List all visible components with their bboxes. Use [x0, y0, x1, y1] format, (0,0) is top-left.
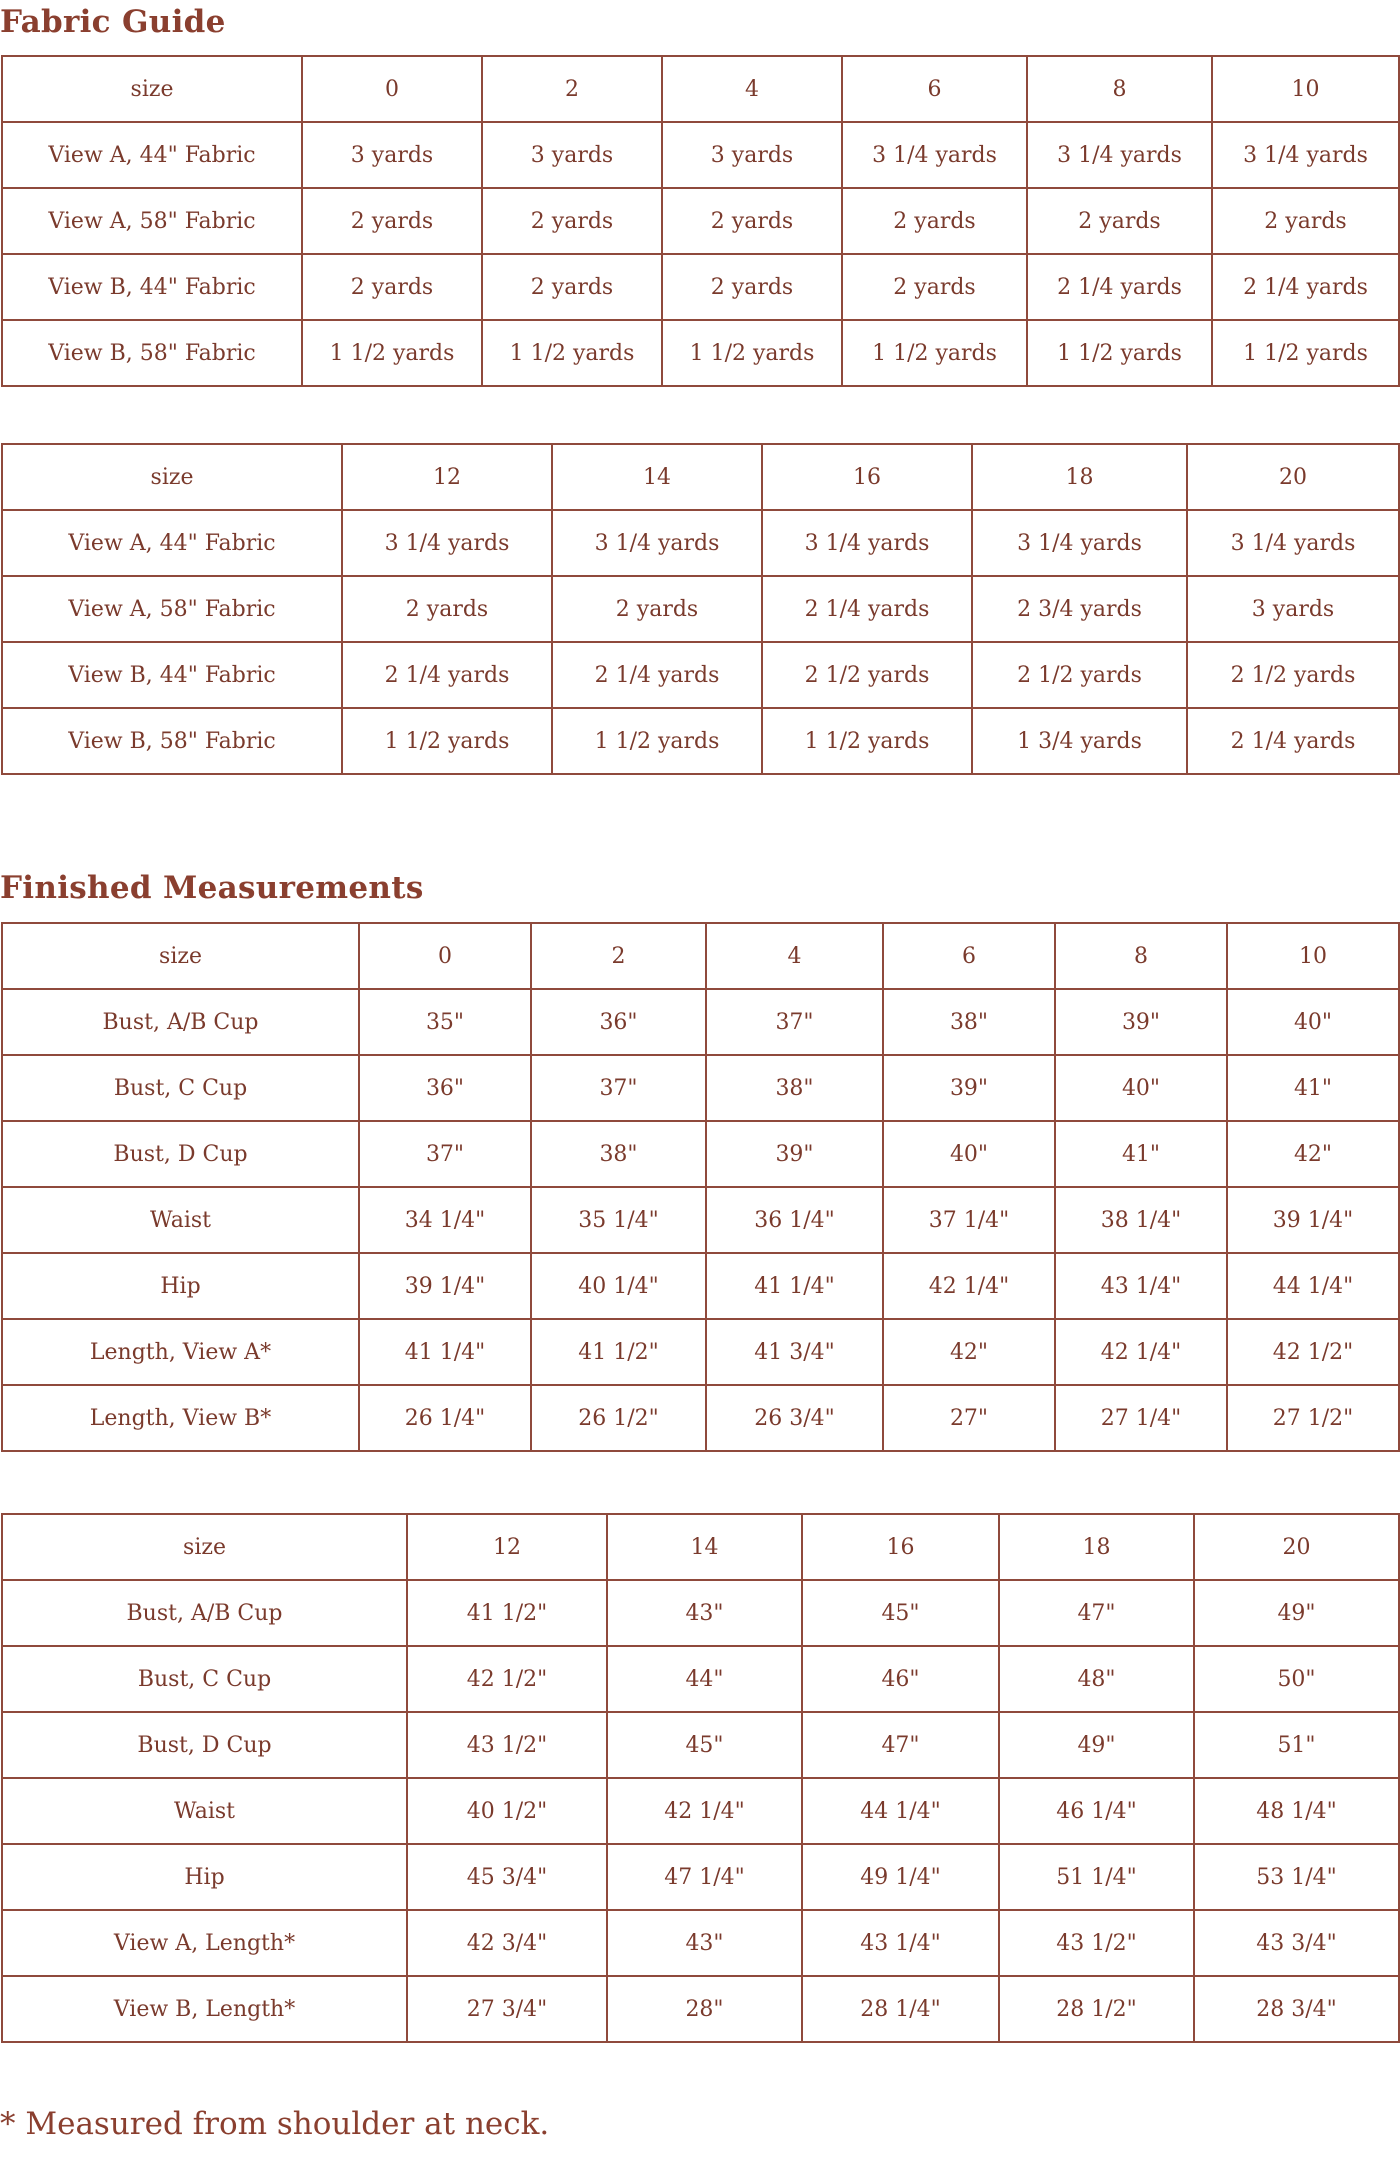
table-row	[2, 1253, 1399, 1319]
value-cell: 42"	[883, 1319, 1055, 1385]
table-row	[2, 708, 1399, 774]
row-label-cell: Waist	[2, 1187, 359, 1253]
size-label-cell: size	[2, 444, 342, 510]
value-cell: 1 1/2 yards	[342, 708, 552, 774]
value-cell: 2 1/4 yards	[762, 576, 972, 642]
table-row	[2, 1910, 1399, 1976]
value-cell: 40 1/2"	[407, 1778, 607, 1844]
value-cell: 39 1/4"	[1227, 1187, 1399, 1253]
value-cell: 3 1/4 yards	[552, 510, 762, 576]
fabric-guide-table-sizes-0-10	[1, 55, 1400, 387]
table-row	[2, 1844, 1399, 1910]
value-cell: 1 1/2 yards	[302, 320, 482, 386]
value-cell: 40"	[883, 1121, 1055, 1187]
finished-measurements-table-sizes-12-20	[1, 1513, 1400, 2043]
size-header-cell: 16	[762, 444, 972, 510]
value-cell: 43"	[607, 1580, 802, 1646]
value-cell: 2 1/4 yards	[1212, 254, 1399, 320]
value-cell: 41"	[1227, 1055, 1399, 1121]
value-cell: 2 yards	[1212, 188, 1399, 254]
size-header-cell: 0	[302, 56, 482, 122]
value-cell: 41 3/4"	[706, 1319, 883, 1385]
value-cell: 2 1/4 yards	[342, 642, 552, 708]
value-cell: 40"	[1227, 989, 1399, 1055]
value-cell: 44 1/4"	[802, 1778, 999, 1844]
row-label-cell: Hip	[2, 1844, 407, 1910]
value-cell: 53 1/4"	[1194, 1844, 1399, 1910]
value-cell: 43 1/2"	[999, 1910, 1194, 1976]
row-label-cell: View B, 58" Fabric	[2, 708, 342, 774]
header-row	[2, 56, 1399, 122]
size-header-cell: 6	[842, 56, 1027, 122]
finished-measurements-title: Finished Measurements	[0, 870, 424, 906]
value-cell: 28 1/2"	[999, 1976, 1194, 2042]
value-cell: 37 1/4"	[883, 1187, 1055, 1253]
value-cell: 2 yards	[552, 576, 762, 642]
value-cell: 2 yards	[342, 576, 552, 642]
value-cell: 41 1/2"	[531, 1319, 706, 1385]
value-cell: 2 yards	[662, 188, 842, 254]
table-row	[2, 989, 1399, 1055]
row-label-cell: View B, 44" Fabric	[2, 642, 342, 708]
value-cell: 43 3/4"	[1194, 1910, 1399, 1976]
row-label-cell: View B, 44" Fabric	[2, 254, 302, 320]
size-header-cell: 18	[999, 1514, 1194, 1580]
value-cell: 45 3/4"	[407, 1844, 607, 1910]
value-cell: 2 yards	[842, 254, 1027, 320]
header-row	[2, 444, 1399, 510]
size-header-cell: 12	[407, 1514, 607, 1580]
value-cell: 2 1/2 yards	[762, 642, 972, 708]
size-header-cell: 18	[972, 444, 1187, 510]
value-cell: 2 1/4 yards	[552, 642, 762, 708]
value-cell: 27 1/2"	[1227, 1385, 1399, 1451]
table-row	[2, 1646, 1399, 1712]
table-row	[2, 642, 1399, 708]
row-label-cell: View A, 44" Fabric	[2, 122, 302, 188]
table-row	[2, 122, 1399, 188]
row-label-cell: View A, 44" Fabric	[2, 510, 342, 576]
value-cell: 1 1/2 yards	[1212, 320, 1399, 386]
value-cell: 2 yards	[842, 188, 1027, 254]
value-cell: 49"	[999, 1712, 1194, 1778]
value-cell: 49"	[1194, 1580, 1399, 1646]
value-cell: 35"	[359, 989, 531, 1055]
value-cell: 3 yards	[662, 122, 842, 188]
size-header-cell: 0	[359, 923, 531, 989]
value-cell: 3 1/4 yards	[1212, 122, 1399, 188]
value-cell: 45"	[802, 1580, 999, 1646]
value-cell: 51 1/4"	[999, 1844, 1194, 1910]
table-row	[2, 576, 1399, 642]
size-header-cell: 8	[1027, 56, 1212, 122]
value-cell: 40 1/4"	[531, 1253, 706, 1319]
value-cell: 1 1/2 yards	[662, 320, 842, 386]
row-label-cell: Bust, C Cup	[2, 1646, 407, 1712]
value-cell: 43 1/4"	[1055, 1253, 1227, 1319]
value-cell: 42 1/4"	[607, 1778, 802, 1844]
row-label-cell: View A, 58" Fabric	[2, 188, 302, 254]
row-label-cell: Bust, C Cup	[2, 1055, 359, 1121]
size-header-cell: 6	[883, 923, 1055, 989]
value-cell: 27 3/4"	[407, 1976, 607, 2042]
value-cell: 42 1/2"	[1227, 1319, 1399, 1385]
value-cell: 2 1/4 yards	[1187, 708, 1399, 774]
value-cell: 50"	[1194, 1646, 1399, 1712]
table-row	[2, 1385, 1399, 1451]
value-cell: 1 1/2 yards	[552, 708, 762, 774]
value-cell: 2 yards	[1027, 188, 1212, 254]
header-row	[2, 923, 1399, 989]
value-cell: 38"	[883, 989, 1055, 1055]
value-cell: 3 1/4 yards	[1027, 122, 1212, 188]
row-label-cell: View B, 58" Fabric	[2, 320, 302, 386]
size-header-cell: 20	[1194, 1514, 1399, 1580]
size-header-cell: 2	[531, 923, 706, 989]
value-cell: 44 1/4"	[1227, 1253, 1399, 1319]
value-cell: 39"	[706, 1121, 883, 1187]
value-cell: 39 1/4"	[359, 1253, 531, 1319]
value-cell: 42 1/4"	[1055, 1319, 1227, 1385]
value-cell: 37"	[531, 1055, 706, 1121]
row-label-cell: Length, View B*	[2, 1385, 359, 1451]
value-cell: 2 yards	[302, 188, 482, 254]
value-cell: 41 1/4"	[706, 1253, 883, 1319]
value-cell: 26 1/4"	[359, 1385, 531, 1451]
value-cell: 2 1/4 yards	[1027, 254, 1212, 320]
value-cell: 2 yards	[302, 254, 482, 320]
row-label-cell: Length, View A*	[2, 1319, 359, 1385]
value-cell: 3 yards	[302, 122, 482, 188]
value-cell: 47 1/4"	[607, 1844, 802, 1910]
value-cell: 39"	[1055, 989, 1227, 1055]
value-cell: 43"	[607, 1910, 802, 1976]
table-row	[2, 1580, 1399, 1646]
value-cell: 2 yards	[662, 254, 842, 320]
size-header-cell: 8	[1055, 923, 1227, 989]
value-cell: 41"	[1055, 1121, 1227, 1187]
value-cell: 2 1/2 yards	[972, 642, 1187, 708]
table-row	[2, 1055, 1399, 1121]
table-row	[2, 510, 1399, 576]
value-cell: 1 1/2 yards	[842, 320, 1027, 386]
value-cell: 38 1/4"	[1055, 1187, 1227, 1253]
value-cell: 3 1/4 yards	[762, 510, 972, 576]
row-label-cell: View A, 58" Fabric	[2, 576, 342, 642]
size-header-cell: 20	[1187, 444, 1399, 510]
value-cell: 42 1/2"	[407, 1646, 607, 1712]
size-header-cell: 4	[706, 923, 883, 989]
size-header-cell: 10	[1227, 923, 1399, 989]
value-cell: 3 yards	[1187, 576, 1399, 642]
value-cell: 36"	[359, 1055, 531, 1121]
value-cell: 37"	[706, 989, 883, 1055]
size-header-cell: 14	[552, 444, 762, 510]
value-cell: 37"	[359, 1121, 531, 1187]
value-cell: 38"	[706, 1055, 883, 1121]
value-cell: 3 1/4 yards	[1187, 510, 1399, 576]
value-cell: 49 1/4"	[802, 1844, 999, 1910]
value-cell: 51"	[1194, 1712, 1399, 1778]
value-cell: 39"	[883, 1055, 1055, 1121]
value-cell: 27"	[883, 1385, 1055, 1451]
table-row	[2, 1976, 1399, 2042]
value-cell: 42"	[1227, 1121, 1399, 1187]
row-label-cell: Waist	[2, 1778, 407, 1844]
value-cell: 46 1/4"	[999, 1778, 1194, 1844]
value-cell: 3 1/4 yards	[972, 510, 1187, 576]
value-cell: 38"	[531, 1121, 706, 1187]
size-header-cell: 14	[607, 1514, 802, 1580]
value-cell: 43 1/2"	[407, 1712, 607, 1778]
value-cell: 36 1/4"	[706, 1187, 883, 1253]
value-cell: 46"	[802, 1646, 999, 1712]
value-cell: 44"	[607, 1646, 802, 1712]
value-cell: 41 1/2"	[407, 1580, 607, 1646]
value-cell: 48"	[999, 1646, 1194, 1712]
value-cell: 26 3/4"	[706, 1385, 883, 1451]
value-cell: 41 1/4"	[359, 1319, 531, 1385]
size-header-cell: 12	[342, 444, 552, 510]
row-label-cell: Hip	[2, 1253, 359, 1319]
value-cell: 2 3/4 yards	[972, 576, 1187, 642]
row-label-cell: Bust, D Cup	[2, 1121, 359, 1187]
table-row	[2, 1778, 1399, 1844]
value-cell: 3 yards	[482, 122, 662, 188]
size-label-cell: size	[2, 56, 302, 122]
table-row	[2, 1712, 1399, 1778]
footnote: * Measured from shoulder at neck.	[0, 2106, 550, 2142]
row-label-cell: Bust, A/B Cup	[2, 989, 359, 1055]
value-cell: 43 1/4"	[802, 1910, 999, 1976]
value-cell: 42 3/4"	[407, 1910, 607, 1976]
table-row	[2, 1319, 1399, 1385]
table-row	[2, 320, 1399, 386]
value-cell: 36"	[531, 989, 706, 1055]
table-row	[2, 188, 1399, 254]
value-cell: 2 yards	[482, 254, 662, 320]
value-cell: 28 1/4"	[802, 1976, 999, 2042]
size-header-cell: 16	[802, 1514, 999, 1580]
value-cell: 1 1/2 yards	[762, 708, 972, 774]
value-cell: 27 1/4"	[1055, 1385, 1227, 1451]
value-cell: 26 1/2"	[531, 1385, 706, 1451]
value-cell: 35 1/4"	[531, 1187, 706, 1253]
size-header-cell: 10	[1212, 56, 1399, 122]
size-label-cell: size	[2, 1514, 407, 1580]
row-label-cell: Bust, A/B Cup	[2, 1580, 407, 1646]
size-header-cell: 4	[662, 56, 842, 122]
size-header-cell: 2	[482, 56, 662, 122]
value-cell: 48 1/4"	[1194, 1778, 1399, 1844]
value-cell: 28 3/4"	[1194, 1976, 1399, 2042]
value-cell: 47"	[802, 1712, 999, 1778]
value-cell: 45"	[607, 1712, 802, 1778]
value-cell: 3 1/4 yards	[842, 122, 1027, 188]
value-cell: 2 yards	[482, 188, 662, 254]
row-label-cell: View B, Length*	[2, 1976, 407, 2042]
size-label-cell: size	[2, 923, 359, 989]
value-cell: 3 1/4 yards	[342, 510, 552, 576]
row-label-cell: View A, Length*	[2, 1910, 407, 1976]
value-cell: 47"	[999, 1580, 1194, 1646]
value-cell: 42 1/4"	[883, 1253, 1055, 1319]
header-row	[2, 1514, 1399, 1580]
value-cell: 1 3/4 yards	[972, 708, 1187, 774]
value-cell: 2 1/2 yards	[1187, 642, 1399, 708]
finished-measurements-table-sizes-0-10	[1, 922, 1400, 1452]
row-label-cell: Bust, D Cup	[2, 1712, 407, 1778]
value-cell: 28"	[607, 1976, 802, 2042]
fabric-guide-title: Fabric Guide	[0, 4, 226, 40]
value-cell: 34 1/4"	[359, 1187, 531, 1253]
fabric-guide-table-sizes-12-20	[1, 443, 1400, 775]
value-cell: 1 1/2 yards	[482, 320, 662, 386]
value-cell: 40"	[1055, 1055, 1227, 1121]
value-cell: 1 1/2 yards	[1027, 320, 1212, 386]
table-row	[2, 1187, 1399, 1253]
table-row	[2, 1121, 1399, 1187]
table-row	[2, 254, 1399, 320]
